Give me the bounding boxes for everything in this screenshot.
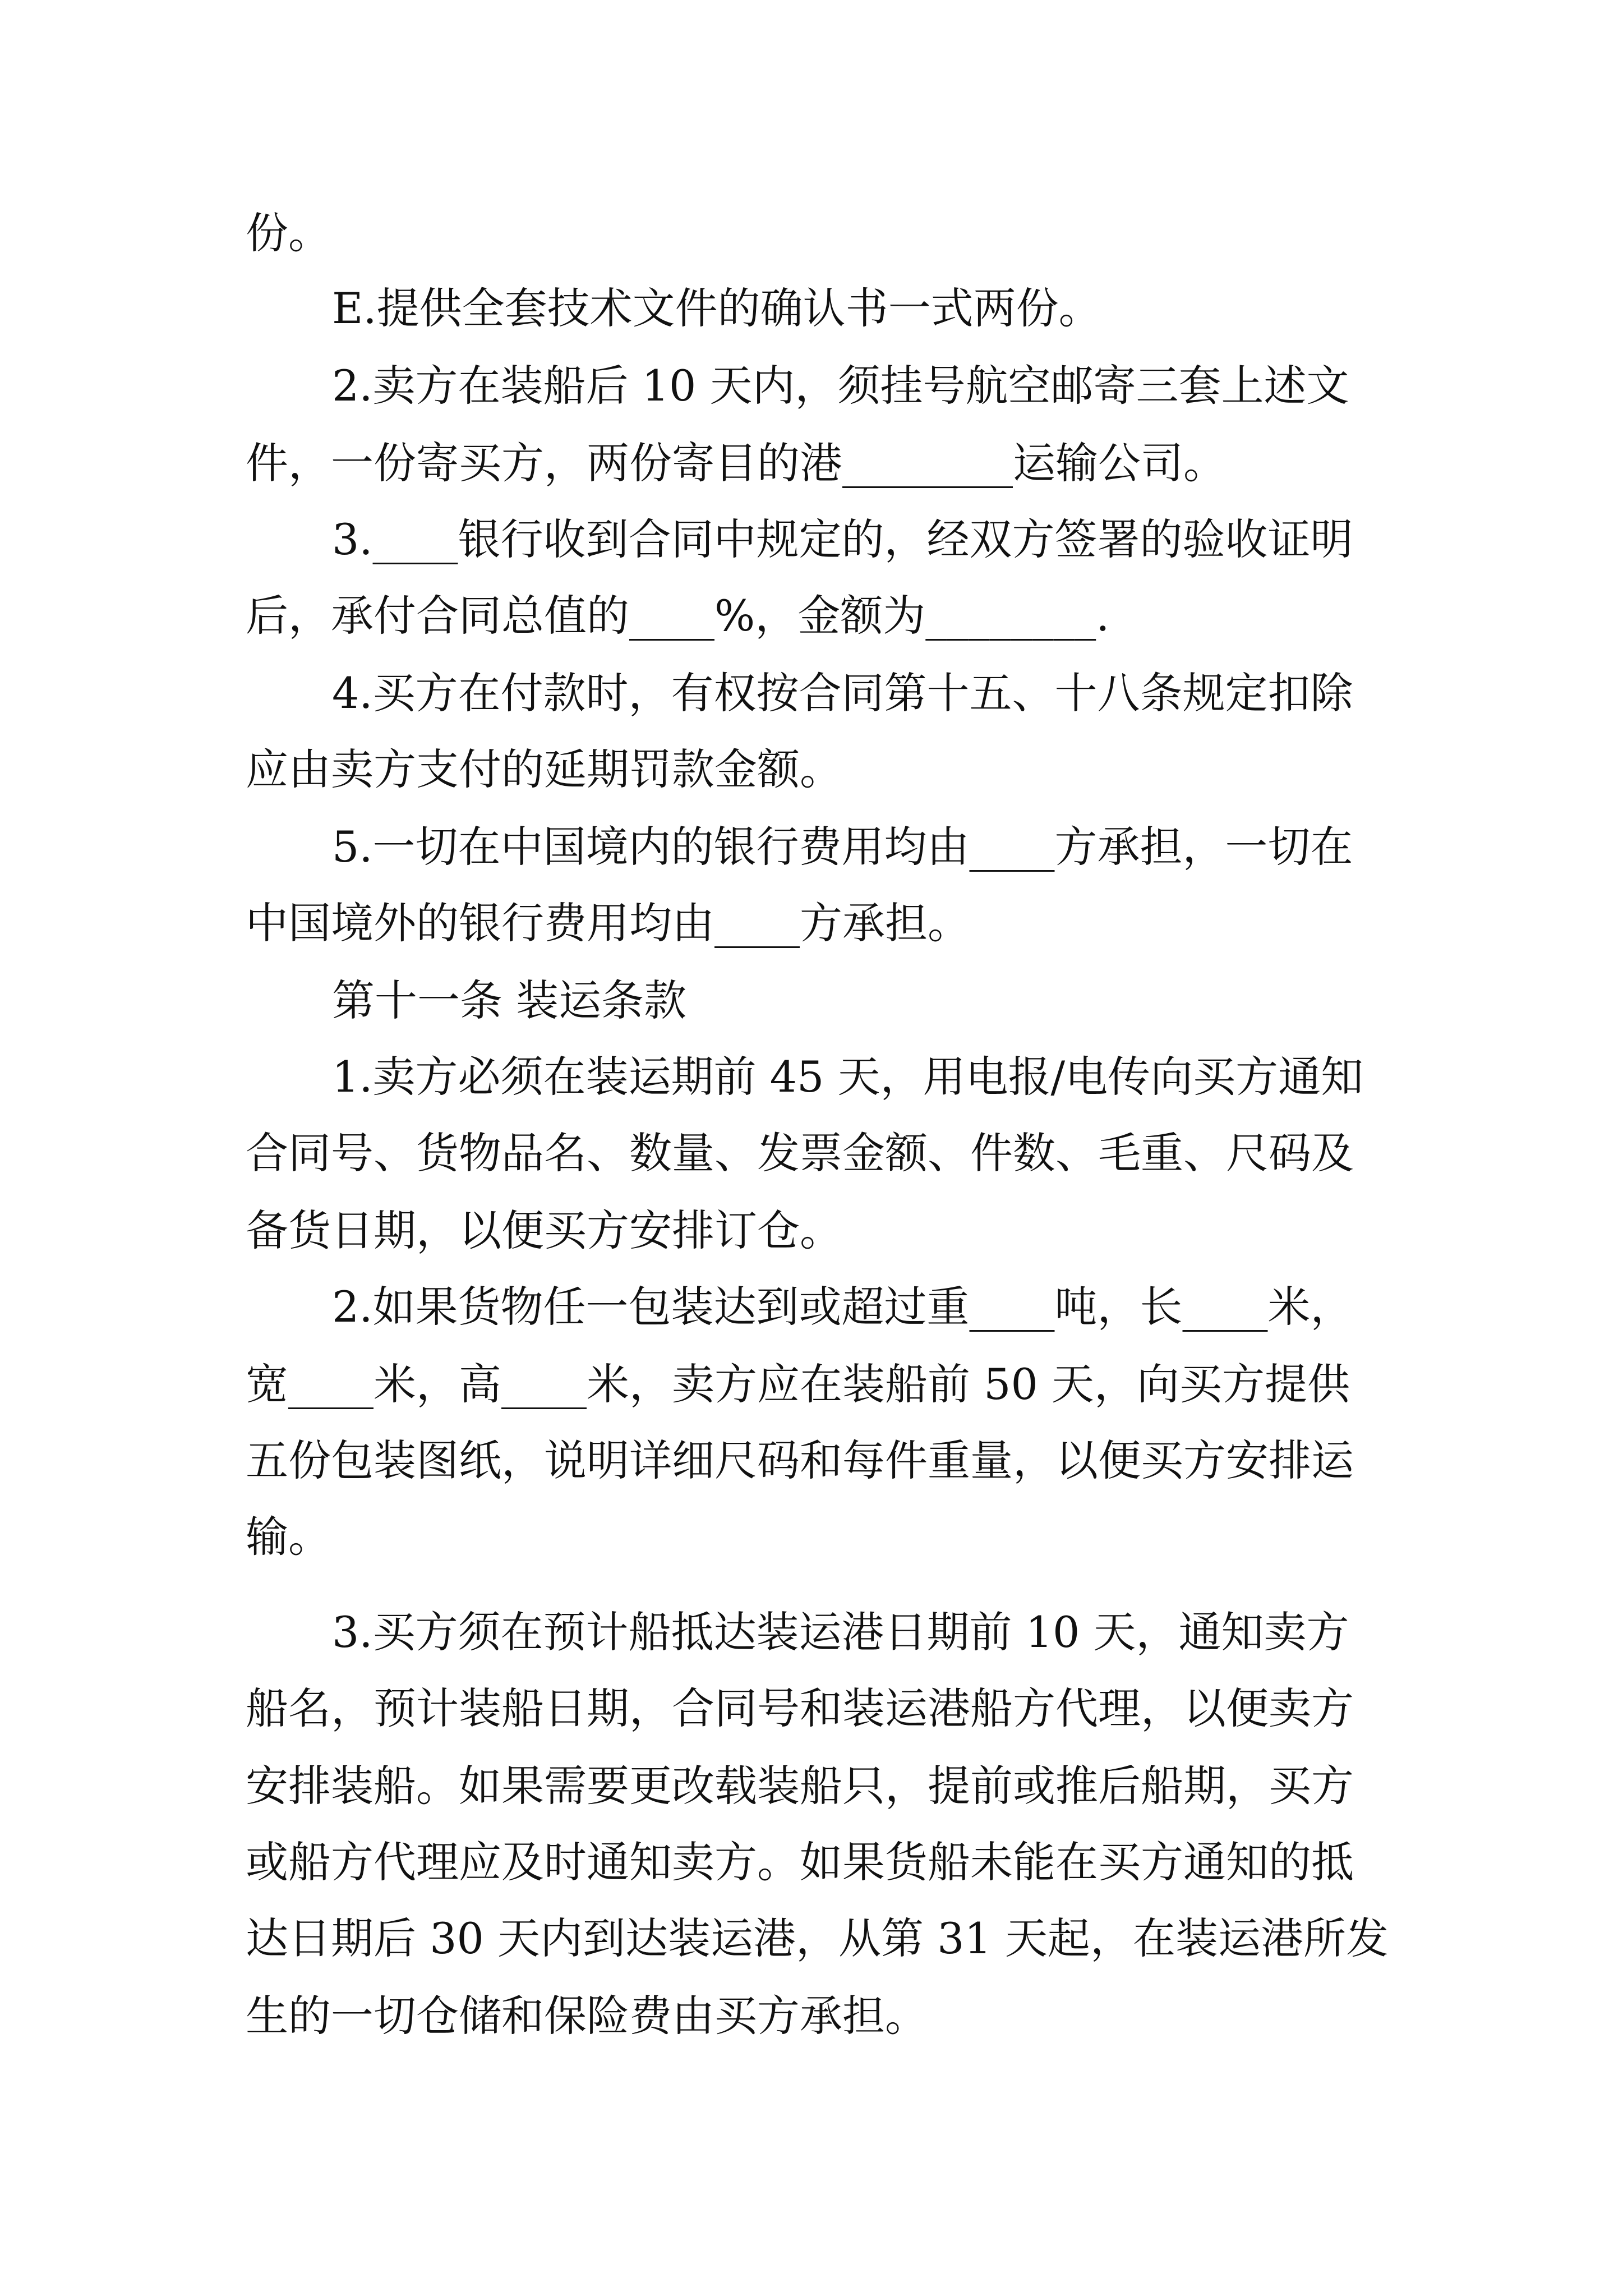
text-line: 中国境外的银行费用均由____方承担。 [246, 898, 970, 948]
text-line: 后，承付合同总值的____%，金额为________. [246, 591, 1110, 641]
text-line: 合同号、货物品名、数量、发票金额、件数、毛重、尺码及 [246, 1128, 1354, 1178]
text-line: 船名，预计装船日期，合同号和装运港船方代理，以便卖方 [246, 1683, 1354, 1733]
text-line: 达日期后 30 天内到达装运港，从第 31 天起，在装运港所发 [246, 1913, 1389, 1963]
text-line: 宽____米，高____米，卖方应在装船前 50 天，向买方提供 [246, 1359, 1350, 1409]
text-line: 3.____银行收到合同中规定的，经双方签署的验收证明 [332, 514, 1353, 564]
text-line: 份。 [246, 208, 331, 258]
text-line: 生的一切仓储和保险费由买方承担。 [246, 1991, 928, 2041]
text-line: 输。 [246, 1512, 331, 1562]
text-line: 1.卖方必须在装运期前 45 天，用电报/电传向买方通知 [332, 1052, 1364, 1102]
text-line: 3.买方须在预计船抵达装运港日期前 10 天，通知卖方 [332, 1607, 1349, 1657]
text-line: 安排装船。如果需要更改载装船只，提前或推后船期，买方 [246, 1761, 1354, 1811]
text-line: 件，一份寄买方，两份寄目的港________运输公司。 [246, 438, 1226, 488]
text-line: 5.一切在中国境内的银行费用均由____方承担，一切在 [332, 822, 1353, 872]
text-line: 2.如果货物任一包装达到或超过重____吨，长____米， [332, 1282, 1353, 1332]
text-line: E.提供全套技术文件的确认书一式两份。 [332, 283, 1101, 333]
text-line: 应由卖方支付的延期罚款金额。 [246, 744, 842, 794]
text-line: 或船方代理应及时通知卖方。如果货船未能在买方通知的抵 [246, 1837, 1354, 1887]
text-line: 2.卖方在装船后 10 天内，须挂号航空邮寄三套上述文 [332, 361, 1349, 411]
section-heading: 第十一条 装运条款 [332, 976, 687, 1025]
text-line: 4.买方在付款时，有权按合同第十五、十八条规定扣除 [332, 668, 1353, 718]
text-line: 五份包装图纸，说明详细尺码和每件重量，以便买方安排运 [246, 1435, 1354, 1485]
text-line: 备货日期，以便买方安排订仓。 [246, 1205, 842, 1255]
